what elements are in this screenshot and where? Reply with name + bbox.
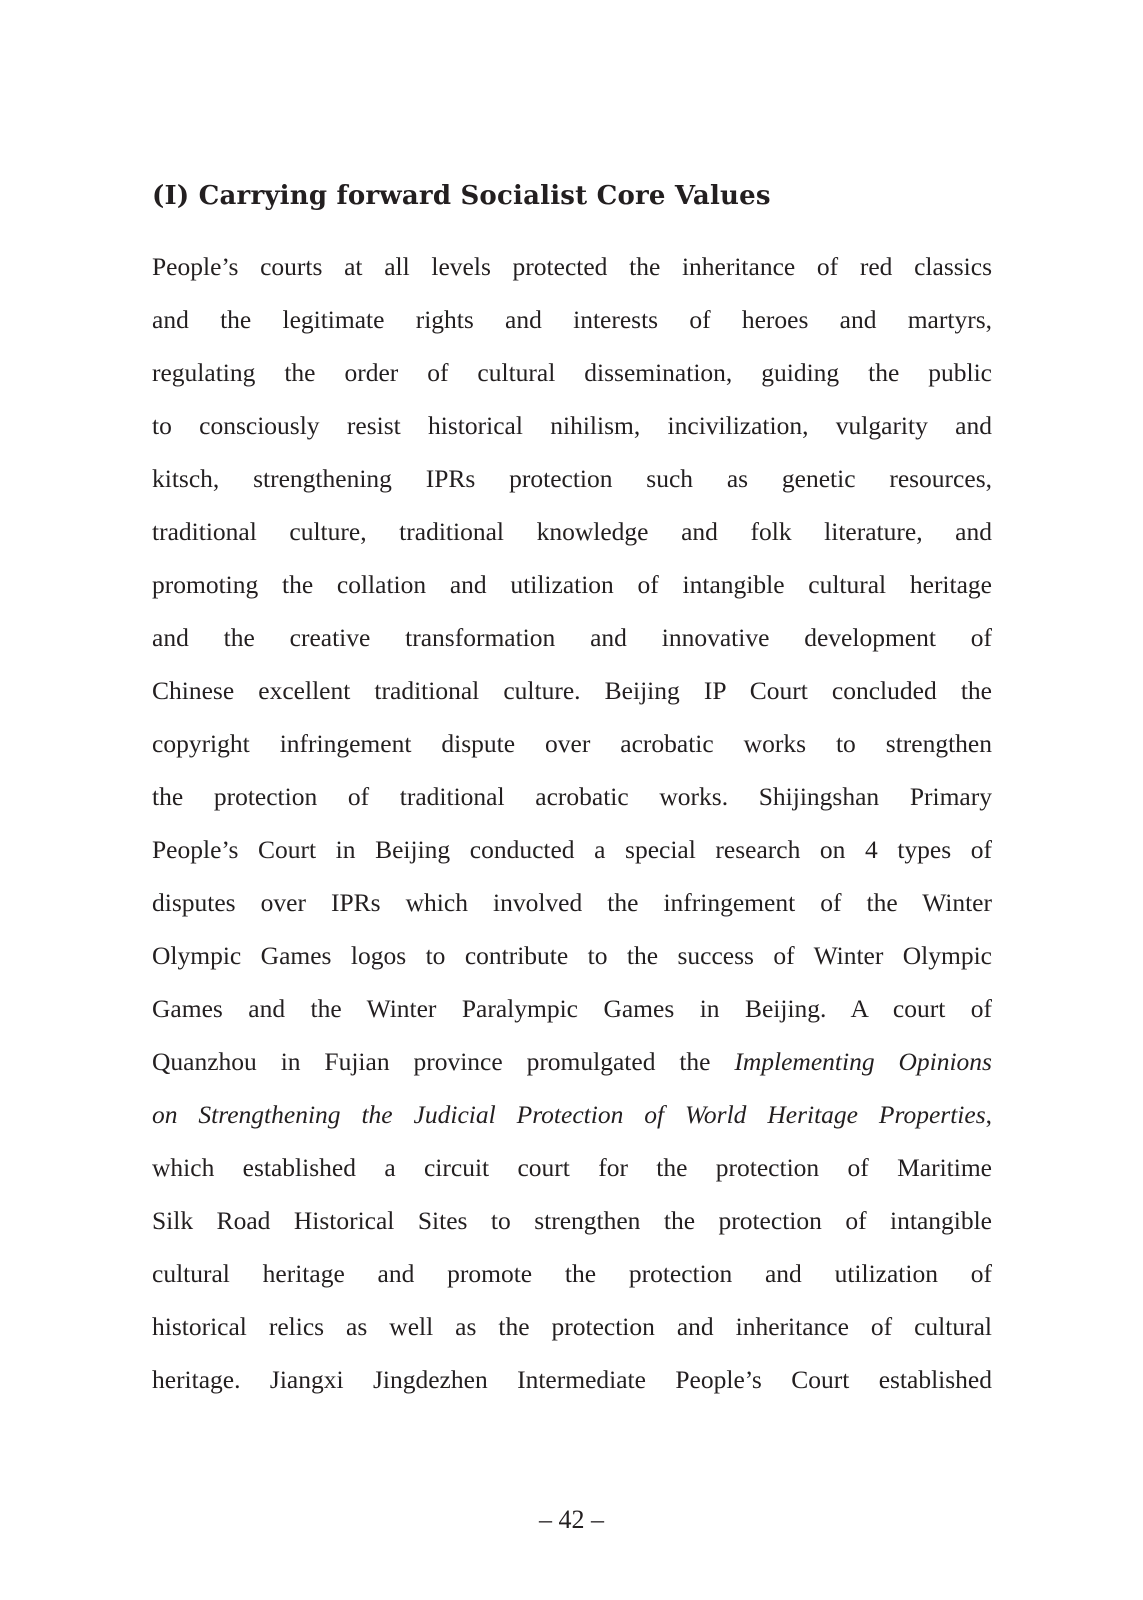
line-text: kitsch, strengthening IPRs protection such as genetic resources, xyxy=(152,464,992,493)
line-text: Games and the Winter Paralympic Games in Beijing. A court of xyxy=(152,994,992,1023)
line-text: People’s courts at all levels protected the inheritance of red classics xyxy=(152,252,992,281)
line-text: and the legitimate rights and interests of heroes and martyrs, xyxy=(152,305,992,334)
text-line xyxy=(152,727,992,761)
text-line xyxy=(152,939,992,973)
text-line xyxy=(152,1204,992,1238)
line-text: , xyxy=(985,1100,992,1129)
line-text: heritage. Jiangxi Jingdezhen Intermediate People’s Court established xyxy=(152,1365,992,1394)
italic-title-text: on Strengthening the Judicial Protection of World Heritage Properties xyxy=(152,1100,986,1129)
text-line xyxy=(152,621,992,655)
text-line xyxy=(152,886,992,920)
text-line xyxy=(152,1045,992,1079)
text-line xyxy=(152,1151,992,1185)
text-line xyxy=(152,1098,992,1132)
text-line xyxy=(152,992,992,1026)
line-text: the protection of traditional acrobatic works. Shijingshan Primary xyxy=(152,782,992,811)
line-text: Chinese excellent traditional culture. Beijing IP Court concluded the xyxy=(152,676,992,705)
text-line xyxy=(152,1257,992,1291)
text-line xyxy=(152,356,992,390)
text-line xyxy=(152,833,992,867)
line-text: promoting the collation and utilization of intangible cultural heritage xyxy=(152,570,992,599)
line-text: which established a circuit court for the protection of Maritime xyxy=(152,1153,992,1182)
line-text: cultural heritage and promote the protection and utilization of xyxy=(152,1259,992,1288)
text-line xyxy=(152,780,992,814)
text-line xyxy=(152,1310,992,1344)
text-line xyxy=(152,409,992,443)
line-text: and the creative transformation and innovative development of xyxy=(152,623,992,652)
line-text: to consciously resist historical nihilism, incivilization, vulgarity and xyxy=(152,411,992,440)
line-text: historical relics as well as the protection and inheritance of cultural xyxy=(152,1312,992,1341)
text-line xyxy=(152,515,992,549)
page-number: – 42 – xyxy=(539,1505,604,1534)
line-text: Olympic Games logos to contribute to the success of Winter Olympic xyxy=(152,941,992,970)
line-text: traditional culture, traditional knowledge and folk literature, and xyxy=(152,517,992,546)
line-text: copyright infringement dispute over acrobatic works to strengthen xyxy=(152,729,992,758)
text-line xyxy=(152,674,992,708)
text-line xyxy=(152,462,992,496)
line-text: People’s Court in Beijing conducted a special research on 4 types of xyxy=(152,835,992,864)
line-text: Quanzhou in Fujian province promulgated the xyxy=(152,1047,735,1076)
text-line xyxy=(152,250,992,284)
italic-title-text: Implementing Opinions xyxy=(734,1047,992,1076)
text-line xyxy=(152,568,992,602)
line-text: regulating the order of cultural dissemination, guiding the public xyxy=(152,358,992,387)
line-text: Silk Road Historical Sites to strengthen the protection of intangible xyxy=(152,1206,992,1235)
text-line xyxy=(152,303,992,337)
section-heading: (I) Carrying forward Socialist Core Values xyxy=(152,181,771,211)
line-text: disputes over IPRs which involved the infringement of the Winter xyxy=(152,888,992,917)
text-line xyxy=(152,1363,992,1397)
